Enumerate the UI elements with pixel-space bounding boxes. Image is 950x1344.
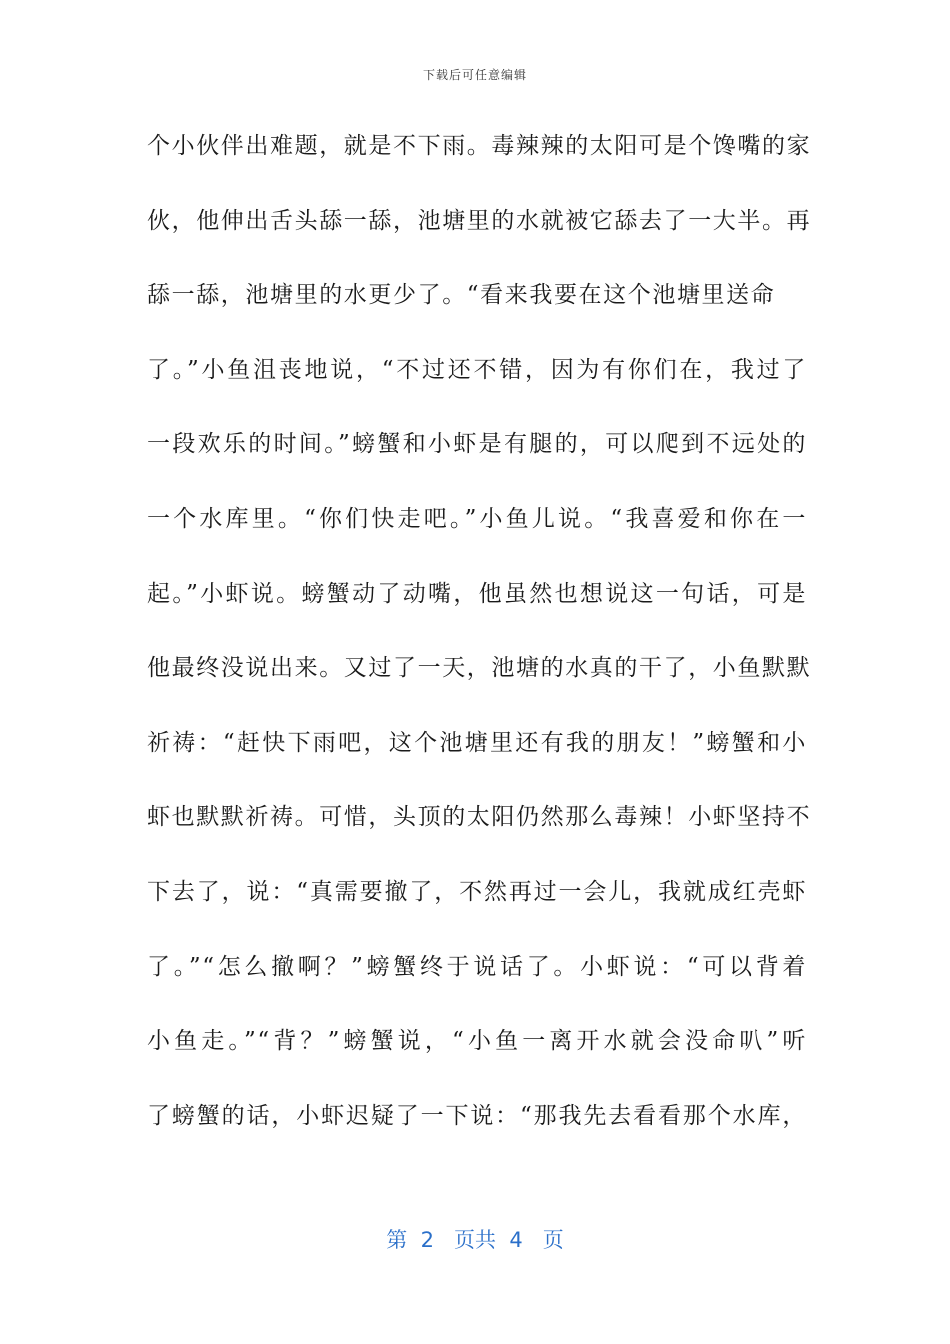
text-line: 起。”小虾说。螃蟹动了动嘴，他虽然也想说这一句话，可是 — [147, 580, 807, 607]
text-line: 了。”“怎么撤啊？”螃蟹终于说话了。小虾说：“可以背着 — [147, 953, 807, 980]
text-line: 下去了，说：“真需要撤了，不然再过一会儿，我就成红壳虾 — [147, 878, 807, 905]
text-line: 虾也默默祈祷。可惜，头顶的太阳仍然那么毒辣！小虾坚持不 — [147, 804, 812, 831]
text-line: 了螃蟹的话，小虾迟疑了一下说：“那我先去看看那个水库， — [147, 1102, 807, 1129]
footer-suffix: 页 — [542, 1228, 564, 1252]
text-line: 个小伙伴出难题，就是不下雨。毒辣辣的太阳可是个馋嘴的家 — [147, 133, 812, 159]
page-header-note: 下载后可任意编辑 — [422, 68, 527, 82]
text-line: 他最终没说出来。又过了一天，池塘的水真的干了，小鱼默默 — [147, 655, 812, 682]
text-line: 祈祷：“赶快下雨吧，这个池塘里还有我的朋友！”螃蟹和小 — [147, 729, 807, 756]
footer-prefix: 第 — [386, 1228, 408, 1252]
text-line: 了。”小鱼沮丧地说，“不过还不错，因为有你们在，我过了 — [147, 356, 807, 383]
footer-current-page: 2 — [420, 1228, 434, 1252]
footer-middle: 页共 — [454, 1228, 496, 1252]
text-line: 小鱼走。”“背？”螃蟹说，“小鱼一离开水就会没命叭”听 — [147, 1028, 807, 1055]
footer-total-pages: 4 — [509, 1228, 523, 1252]
text-line: 一段欢乐的时间。”螃蟹和小虾是有腿的，可以爬到不远处的 — [147, 431, 807, 458]
page-footer — [0, 1224, 950, 1254]
document-body — [147, 126, 812, 1170]
text-line: 舔一舔，池塘里的水更少了。“看来我要在这个池塘里送命 — [147, 282, 776, 309]
text-line: 伙，他伸出舌头舔一舔，池塘里的水就被它舔去了一大半。再 — [147, 207, 812, 234]
text-line: 一个水库里。“你们快走吧。”小鱼儿说。“我喜爱和你在一 — [147, 505, 807, 532]
